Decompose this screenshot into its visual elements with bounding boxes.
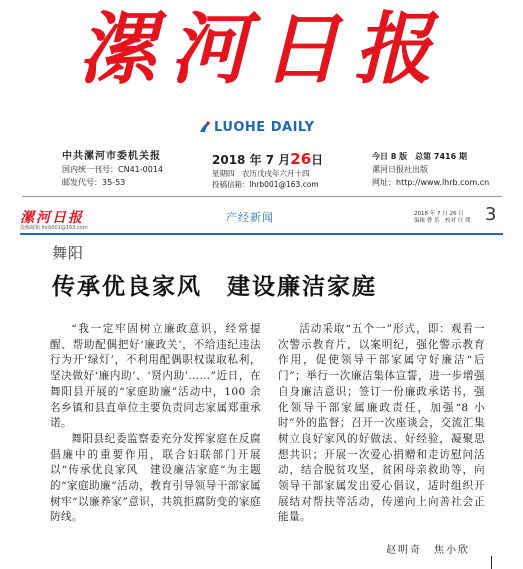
postal-code: 邮发代号：35-53 xyxy=(62,178,126,187)
weekday-lunar: 星期四 农历戊戌年六月十四 xyxy=(212,169,310,178)
date-day: 26 xyxy=(290,150,312,168)
website[interactable]: 网址：http://www.lhrb.com.cn xyxy=(372,178,490,187)
page-count: 今日 8 版 xyxy=(372,152,408,161)
english-name: LUOHE DAILY xyxy=(214,120,315,135)
publisher: 漯河日报社出版 xyxy=(372,165,428,174)
header-logo: 漯河日报 xyxy=(20,210,84,226)
article-kicker: 舞阳 xyxy=(52,244,85,262)
header-editors: 编辑 曹 乐 校对 汪 璞 xyxy=(414,218,471,224)
article-paragraph: 活动采取“五个一”形式，即：观看一次警示教育片，以案明纪，强化警示教育作用，促使领导干部家属守好廉洁“后门”；举行一次廉洁集体宣誓，进一步增强自身廉洁意识；签订一份廉政承诺书，强化领导干部家属廉政责任，加强“8 小时”外的监督；召开一次座谈会，交流汇集树立良好家风的好做法、好经验，凝聚思想共识；开展一次爱心捐赠和走访慰问活动，结合脱贫攻坚，贫困母亲救助等，向领导干部家属发出爱心倡议，适时组织开展结对帮扶等活动，传递向上向善社会正能量。 xyxy=(278,323,485,524)
article-column-left xyxy=(50,322,261,526)
header-url: 投稿邮箱 lhrb001@163.com xyxy=(20,225,88,231)
issn: 国内统一刊号：CN41-0014 xyxy=(62,165,163,174)
header-meta xyxy=(414,211,471,225)
section-name: 产经新闻 xyxy=(226,211,274,224)
issue-number: 总第 7416 期 xyxy=(415,152,467,161)
header-date: 2018 年 7 月 26 日 xyxy=(414,211,464,217)
article-paragraph: 舞阳县纪委监察委充分发挥家庭在反腐倡廉中的重要作用，联合妇联部门开展以“传承优良家风 建设廉洁家庭”为主题的“家庭助廉”活动，教育引导领导干部家属树牢“以廉养家”意识，共筑拒腐防变的家庭防线。 xyxy=(50,432,261,524)
article-headline: 传承优良家风 建设廉洁家庭 xyxy=(52,273,377,300)
article-paragraph: “我一定牢固树立廉政意识，经常提醒、帮助配偶把好‘廉政关’，不给违纪违法行为开‘绿灯’，不利用配偶职权谋取私利，坚决做好‘廉内助’、‘贤内助’……”近日，在舞阳县开展的“家庭助廉”活动中，100 余名乡镇和县直单位主要负责同志家属郑重承诺。 xyxy=(50,323,261,430)
masthead-date-info xyxy=(212,150,332,190)
issue-date xyxy=(212,150,332,168)
masthead-left-info xyxy=(62,150,163,189)
column-edge-mark xyxy=(491,556,492,569)
newspaper-title: 漯河日报 xyxy=(77,4,446,95)
masthead-divider xyxy=(22,196,502,197)
submission-email: 投稿信箱：lhrb001@163.com xyxy=(212,180,319,189)
date-suffix: 日 xyxy=(311,153,324,167)
newspaper-logo-icon xyxy=(198,120,212,134)
organizer: 中共漯河市委机关报 xyxy=(62,151,161,162)
masthead-right-info xyxy=(372,150,489,189)
article-byline: 赵明奇 焦小欣 xyxy=(386,545,470,556)
article-column-right xyxy=(278,322,485,526)
page-number: 3 xyxy=(485,204,497,225)
section-divider xyxy=(20,233,503,235)
date-prefix: 2018 年 7 月 xyxy=(212,153,291,167)
